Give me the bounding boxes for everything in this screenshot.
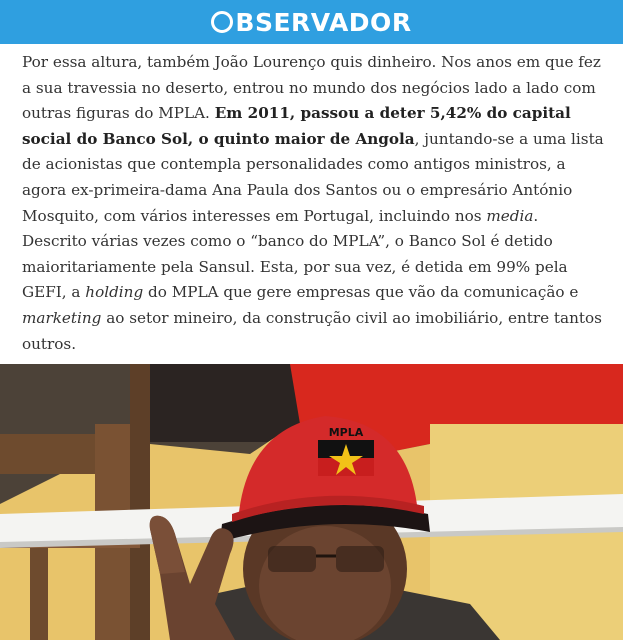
article-italic-media: media: [486, 206, 534, 225]
article-text-1: Por essa altura, também João Lourenço quis dinheiro. Nos anos em que fez a sua travessia no deserto, entrou no mundo dos negócios lado a lado com outras figuras do MPLA.: [22, 53, 601, 123]
observador-logo[interactable]: [211, 8, 411, 37]
article-photo: [0, 364, 623, 640]
article-text-2: , juntando-se a uma lista de acionistas que contempla personalidades como antigos ministros, a agora ex-primeira-dama Ana Paula dos Santos ou o empresário António Mosquito, com vários interesses em Portugal, incluindo nos: [22, 129, 604, 225]
cap-text: MPLA: [328, 426, 364, 439]
photo-illustration: [0, 364, 623, 640]
wooden-chair: [0, 434, 110, 474]
article-highlight: Em 2011, passou a deter 5,42% do capital social do Banco Sol, o quinto maior de Angola: [22, 104, 571, 148]
article-text-3: . Descrito várias vezes como o “banco do MPLA”, o Banco Sol é detido maioritariamente pela Sansul. Esta, por sua vez, é detida em 99% pela GEFI, a: [22, 206, 568, 302]
article-text-4: do MPLA que gere empresas que vão da comunicação e: [143, 283, 579, 302]
article-italic-marketing: marketing: [22, 308, 102, 327]
logo-text: BSERVADOR: [235, 7, 412, 37]
article-italic-holding: holding: [85, 283, 144, 302]
article-paragraph: [22, 50, 604, 357]
logo-o-ring: [211, 11, 233, 33]
top-bar: [0, 0, 623, 44]
article-text-5: ao setor mineiro, da construção civil ao imobiliário, entre tantos outros.: [22, 308, 602, 353]
